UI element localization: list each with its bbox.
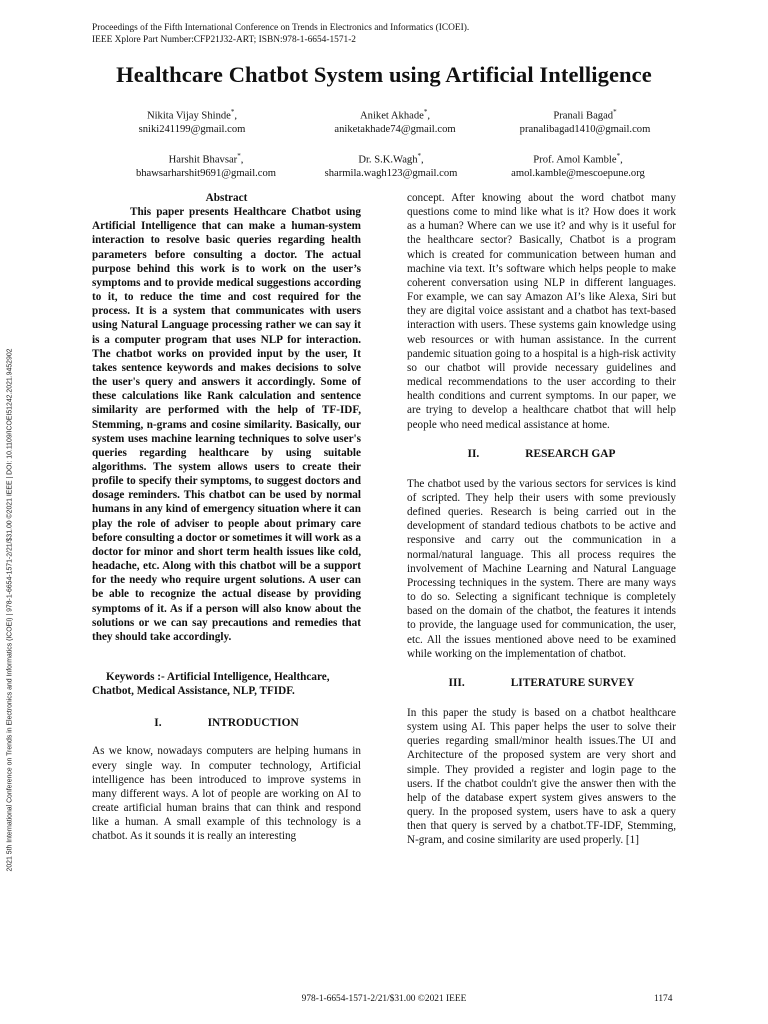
doi-sidebar (4, 270, 16, 950)
introduction-body-right: concept. After knowing about the word chatbot many questions come to mind like what is it? How does it work as a human? Where can we use it? and why is it useful for the healthcare sector? Basically, Chatbot is a program which is created for communication between human and machine via text. It’s software which helps people to make coherent conversation using NLP in different languages. For example, we can say Amazon AI’s like Alexa, Siri but they are digital voice assistant and a chatbot has text-based interaction with users. These systems gain knowledge using web resources or with human assistance. In the current pandemic situation going to a hospital is a high-risk activity so our chatbot will provide necessary guidelines and medical recommendations to the user according to their health conditions and current symptoms. In our paper, we are trying to develop a healthcare chatbot that will help people who need medical assistance at home. (407, 192, 676, 431)
author-1: Nikita Vijay Shinde*, sniki241199@gmail.com (82, 106, 302, 136)
section-number: III. (448, 676, 465, 689)
footer-copyright: 978-1-6654-1571-2/21/$31.00 ©2021 IEEE (301, 994, 467, 1004)
author-5: Dr. S.K.Wagh*, sharmila.wagh123@gmail.com (281, 150, 501, 180)
author-name: Dr. S.K.Wagh (358, 154, 418, 166)
author-name: Aniket Akhade (360, 110, 424, 122)
author-email: sharmila.wagh123@gmail.com (324, 167, 458, 179)
author-email: pranalibagad1410@gmail.com (519, 123, 651, 135)
author-email: aniketakhade74@gmail.com (334, 123, 456, 135)
section-heading-research-gap (407, 447, 676, 461)
section-title: LITERATURE SURVEY (510, 676, 635, 689)
author-email: bhawsarharshit9691@gmail.com (135, 167, 277, 179)
abstract-heading: Abstract (205, 192, 248, 204)
section-heading-literature-survey (407, 676, 676, 690)
author-mark: * (417, 152, 422, 160)
author-name: Prof. Amol Kamble (533, 154, 617, 166)
left-column (92, 191, 361, 844)
paper-title: Healthcare Chatbot System using Artificial Intelligence (116, 62, 652, 87)
section-heading-introduction (92, 716, 361, 730)
page-number: 1174 (654, 994, 673, 1004)
author-4: Harshit Bhavsar*, bhawsarharshit9691@gmail.com (96, 150, 316, 180)
abstract-body: This paper presents Healthcare Chatbot using Artificial Intelligence that can make a human-system interaction to resolve basic queries regarding health parameters before consulting a doctor. The actual purpose behind this work is to work on the user’s symptoms and to provide medical suggestions according to it, to reduce the time and cost required for the process. It is a system that communicates with users using Natural Language processing rather we can say it is a computer program that uses NLP for interaction. The chatbot works on provided input by the user, It takes sentence keywords and makes decisions to solve the user's query and answers it accordingly. Some of these calculations like Rank calculation and sentence similarity are performed with the help of TF-IDF, Stemming, n-grams and cosine similarity. Basically, our system uses machine learning techniques to solve user's queries regarding healthcare by using suitable algorithms. The system allows users to create their profile to specify their symptoms, to suggest doctors and dosage reminders. This chatbot can be used by normal humans in any kind of emergency situation where it can play the role of adviser to people about primary care before consulting a doctor or sometimes it will work as a doctor for minor and short term health issues like cold, headache, etc. Along with this chatbot will be a support for the needy who require urgent solutions. A user can be able to recognize the actual disease by providing symptoms of it. As if a person will also know about the solutions or we can say precautions and remedies that they should take accordingly. (92, 206, 361, 643)
author-mark: * (237, 152, 241, 160)
author-name: Pranali Bagad (553, 110, 614, 122)
author-name: Harshit Bhavsar (168, 154, 238, 166)
author-2: Aniket Akhade*, aniketakhade74@gmail.com (285, 106, 505, 136)
author-mark: * (613, 108, 617, 116)
author-3 (475, 106, 695, 136)
section-number: II. (467, 447, 480, 460)
author-mark: * (230, 108, 235, 116)
header-line-2: IEEE Xplore Part Number:CFP21J32-ART; ISBN:978-1-6654-1571-2 (92, 35, 356, 45)
author-mark: * (616, 152, 621, 160)
author-email: amol.kamble@mescoepune.org (511, 167, 645, 179)
header-line-1: Proceedings of the Fifth International Conference on Trends in Electronics and Informatics (ICOEI). (92, 23, 470, 33)
section-number: I. (154, 717, 162, 730)
conference-header (92, 22, 469, 46)
literature-survey-body: In this paper the study is based on a chatbot healthcare system using AI. This paper helps the user to solve their queries regarding small/minor health issues.The UI and Architecture of the proposed system are very short and simple. They provided a register and login page to the users. If the chatbot couldn't give the answer then with the help of the database expert system gives answers to the query. In the proposed system, users have to ask a query then that query is served by a chatbot.TF-IDF, Stemming, N-gram, and cosine similarity are used properly. [1] (407, 707, 676, 847)
section-title: INTRODUCTION (207, 717, 299, 730)
introduction-body-left: As we know, nowadays computers are helping humans in every single way. In computer technology, Artificial intelligence has been introduced to improve systems in many different ways. A lot of people are working on AI to create artificial human brains that can think and respond like a human. A small example of this technology is a chatbot. As it sounds it is really an interesting (92, 745, 361, 843)
author-name: Nikita Vijay Shinde (146, 110, 231, 122)
research-gap-body: The chatbot used by the various sectors for services is kind of scripted. They help their users with some previously defined queries. Research is being carried out in the development of standard tedious chatbots to be active and responsive and carry out the communication in a normal/natural language. This all process requires the involvement of Machine Learning and Natural Language Processing techniques in the system. There are many ways to do so. Selecting a significant technique is completely based on the domain of the chatbot, the features it intends to provide, the language used for communication, the user, etc. All the issues mentioned above need to be examined while working on the implementation of chatbot. (407, 477, 676, 660)
author-6: Prof. Amol Kamble*, amol.kamble@mescoepune.org (468, 150, 688, 180)
doi-sidebar-text: 2021 5th International Conference on Trends in Electronics and Informatics (ICOEI) | 978-1-6654-1571-2/21/$31.00 ©2021 IEEE | DOI: 10.1109/ICOEI51242.2021.9452902 (6, 348, 14, 872)
keywords: Keywords :- Artificial Intelligence, Healthcare, Chatbot, Medical Assistance, NLP, TFIDF. (92, 671, 330, 698)
author-email: sniki241199@gmail.com (138, 123, 246, 135)
author-mark: * (423, 108, 428, 116)
right-column (407, 191, 676, 848)
section-title: RESEARCH GAP (525, 447, 616, 460)
